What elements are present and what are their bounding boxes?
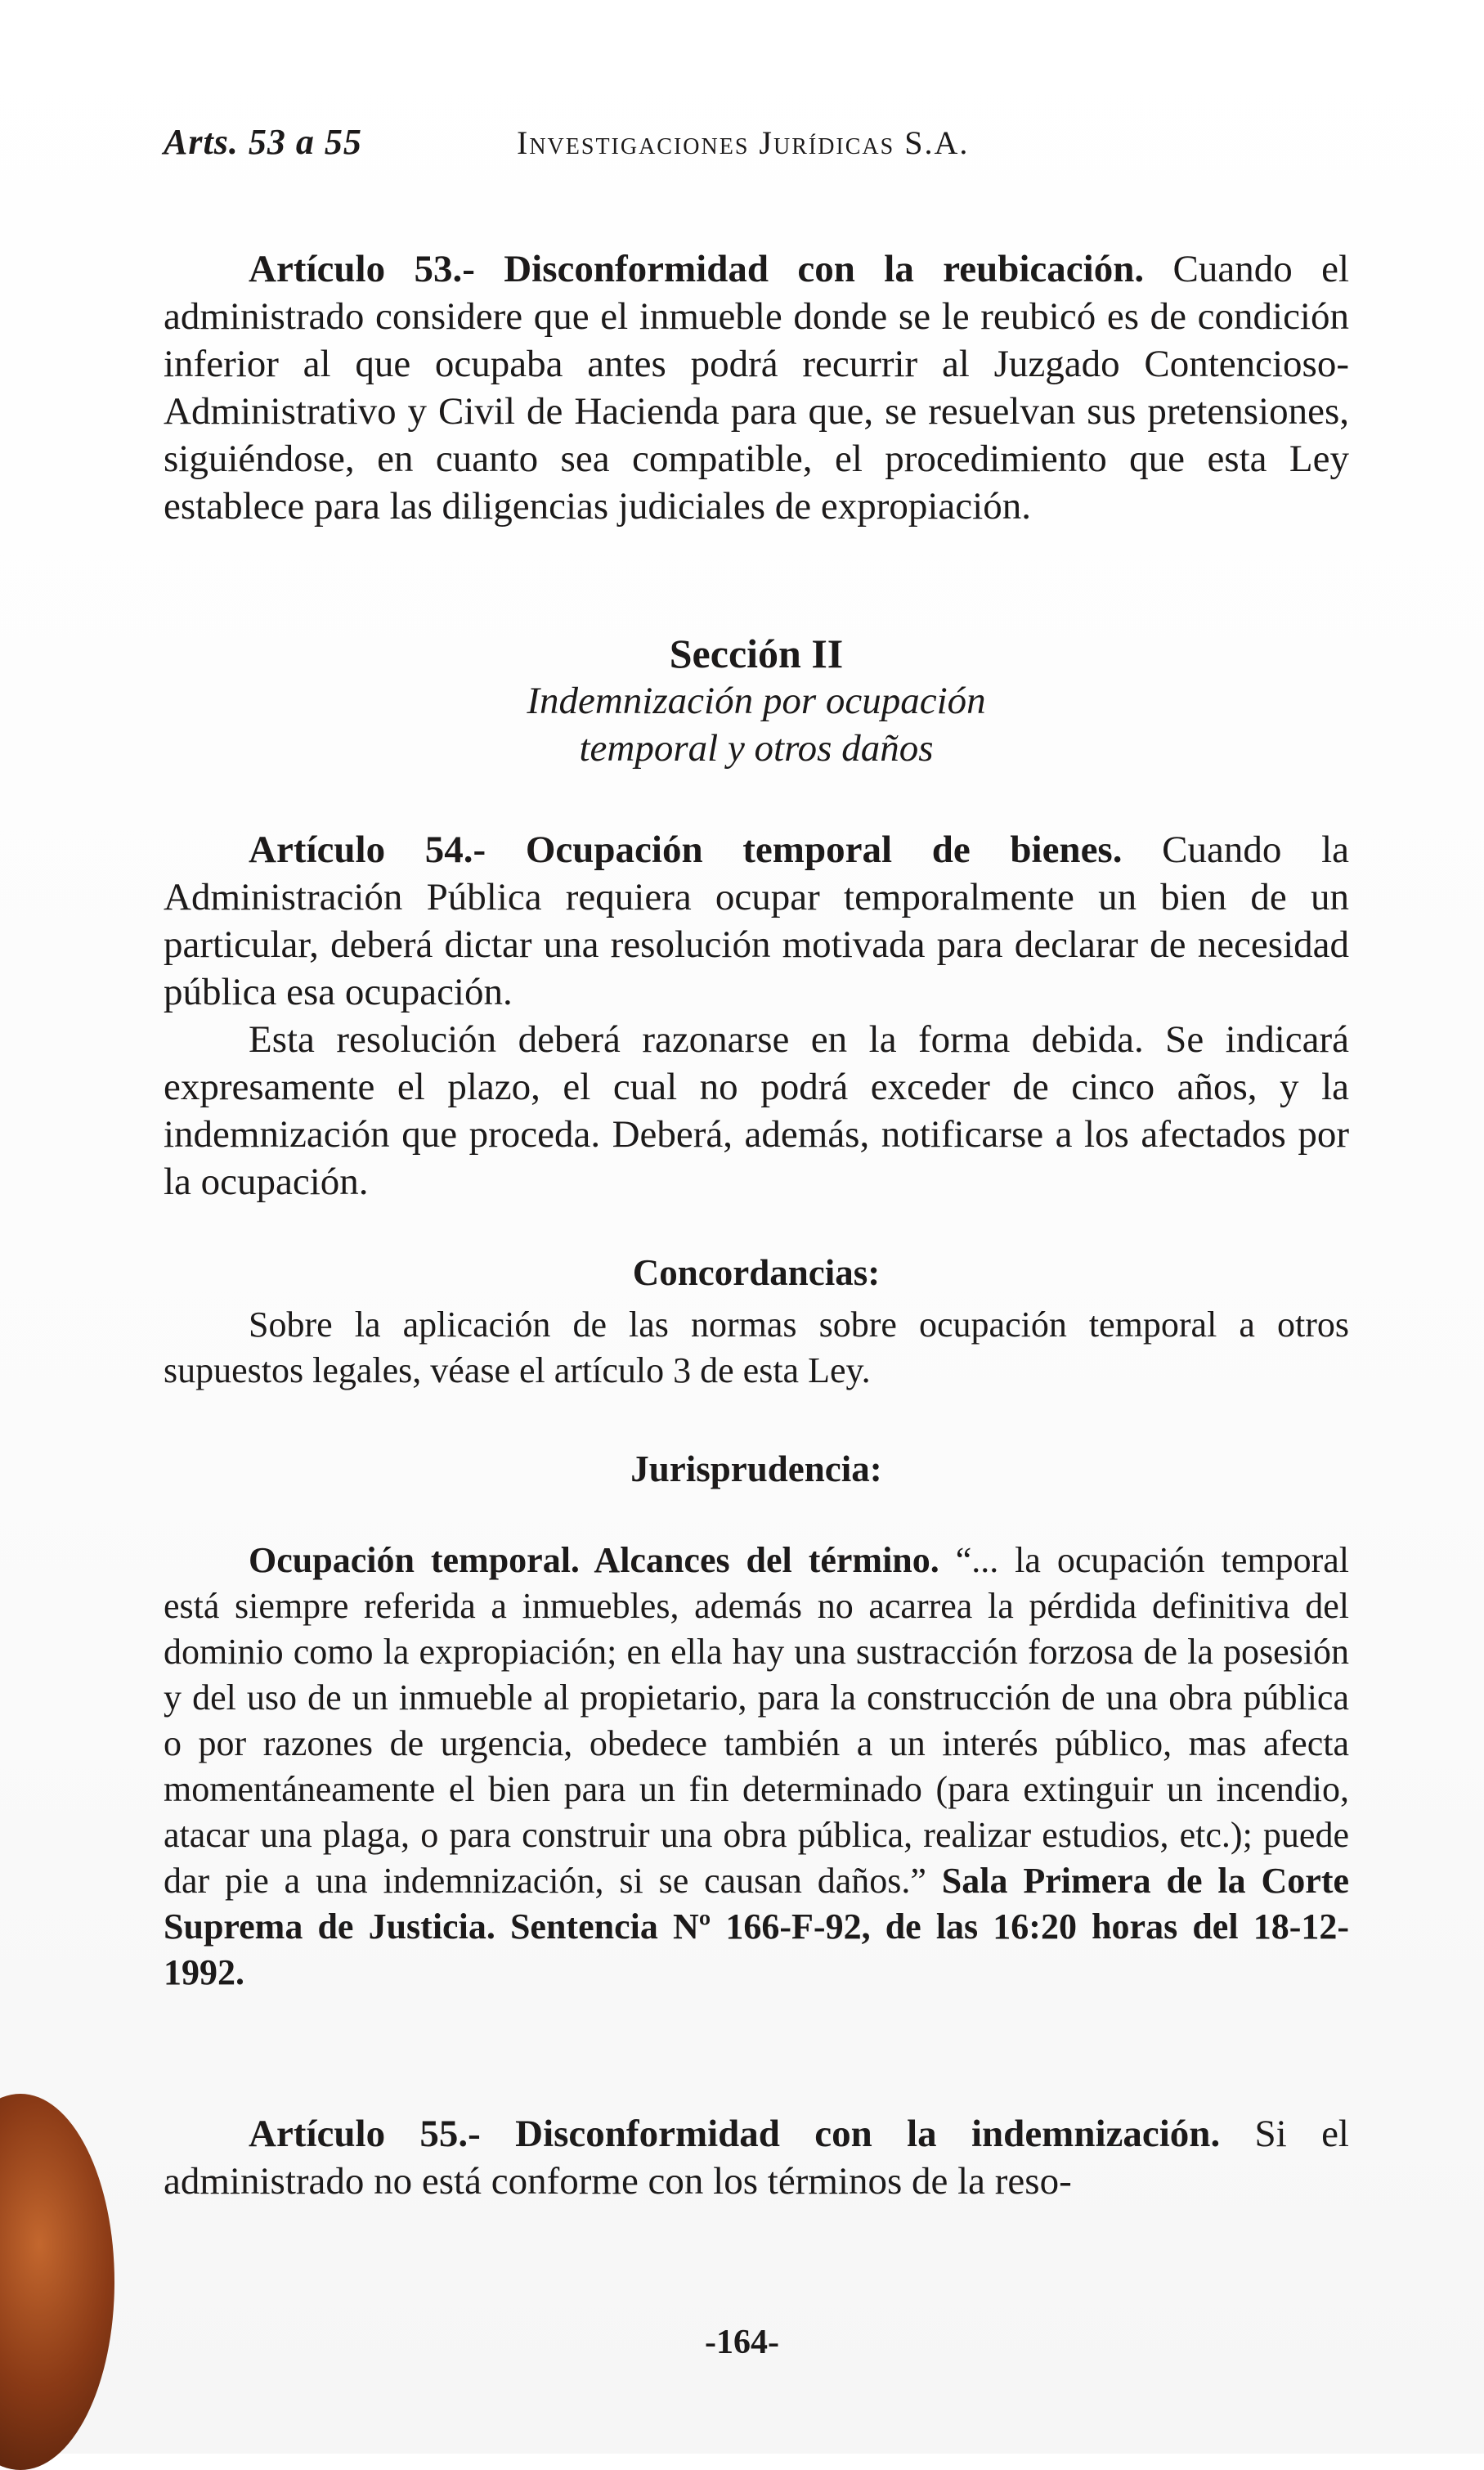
article-54-title: Artículo 54.- Ocupación temporal de bienes. [249,829,1123,871]
section-subtitle-line2: temporal y otros daños [579,727,934,770]
concordancias-heading-wrap [164,1251,1349,1294]
article-53-title: Artículo 53.- Disconformidad con la reubicación. [249,248,1145,290]
article-54-paragraph-1 [164,826,1349,1016]
article-53-body: Cuando el administrado considere que el inmueble donde se le reubicó es de condición inferior al que ocupaba antes podrá recurrir al Juzgado Contencioso-Administrativo y Civil de Hacienda para que, se resuelvan sus pretensiones, siguiéndose, en cuanto sea compatible, el procedimiento que esta Ley establece para las diligencias judiciales de expropiación. [164,248,1349,528]
article-54-body-1: Cuando la Administración Pública requiera ocupar temporalmente un bien de un particular, deberá dictar una resolución motivada para declarar de necesidad pública esa ocupación. [164,829,1349,1013]
concordancias-heading: Concordancias: [632,1252,881,1293]
article-55-paragraph [164,2110,1349,2205]
jurisprudencia-title: Ocupación temporal. Alcances del término. [249,1540,939,1580]
page-number: -164- [705,2324,779,2361]
concordancias-block [164,1302,1349,1394]
section-heading [164,630,1349,772]
article-55 [164,2110,1349,2205]
jurisprudencia-heading: Jurisprudencia: [630,1448,882,1489]
header-publisher: Investigaciones Jurídicas S.A. [517,124,970,161]
jurisprudencia-block [164,1538,1349,1996]
section-title: Sección II [669,631,844,676]
article-54 [164,826,1349,1206]
jurisprudencia-paragraph [164,1538,1349,1996]
thumb-shadow [0,2094,114,2470]
running-header [164,121,1374,163]
header-articles: Arts. 53 a 55 [164,122,362,162]
section-subtitle-line1: Indemnización por ocupación [527,680,986,722]
article-55-body: Si el administrado no está conforme con los términos de la reso- [164,2113,1349,2203]
article-55-title: Artículo 55.- Disconformidad con la indemnización. [249,2113,1221,2155]
article-53-paragraph [164,245,1349,530]
jurisprudencia-heading-wrap [164,1448,1349,1490]
article-54-paragraph-2: Esta resolución deberá razonarse en la forma debida. Se indicará expresamente el plazo, el cual no podrá exceder de cinco años, y la indemnización que proceda. Deberá, además, notificarse a los afectados por la ocupación. [164,1018,1349,1203]
article-53 [164,245,1349,530]
jurisprudencia-quote: “... la ocupación temporal está siempre referida a inmuebles, además no acarrea la pérdida definitiva del dominio como la expropiación; en ella hay una sustracción forzosa de la posesión y del uso de un inmueble al propietario, para la construcción de una obra pública o por razones de urgencia, obedece también a un interés público, mas afecta momentáneamente el bien para un fin determinado (para extinguir un incendio, atacar una plaga, o para construir una obra pública, realizar estudios, etc.); puede dar pie a una indemnización, si se causan daños.” [164,1540,1349,1901]
concordancias-body: Sobre la aplicación de las normas sobre ocupación temporal a otros supuestos legales, véase el artículo 3 de esta Ley. [164,1305,1349,1390]
jurisprudencia-citation: Sala Primera de la Corte Suprema de Justicia. Sentencia Nº 166-F-92, de las 16:20 horas del 18-12-1992. [164,1861,1350,1992]
